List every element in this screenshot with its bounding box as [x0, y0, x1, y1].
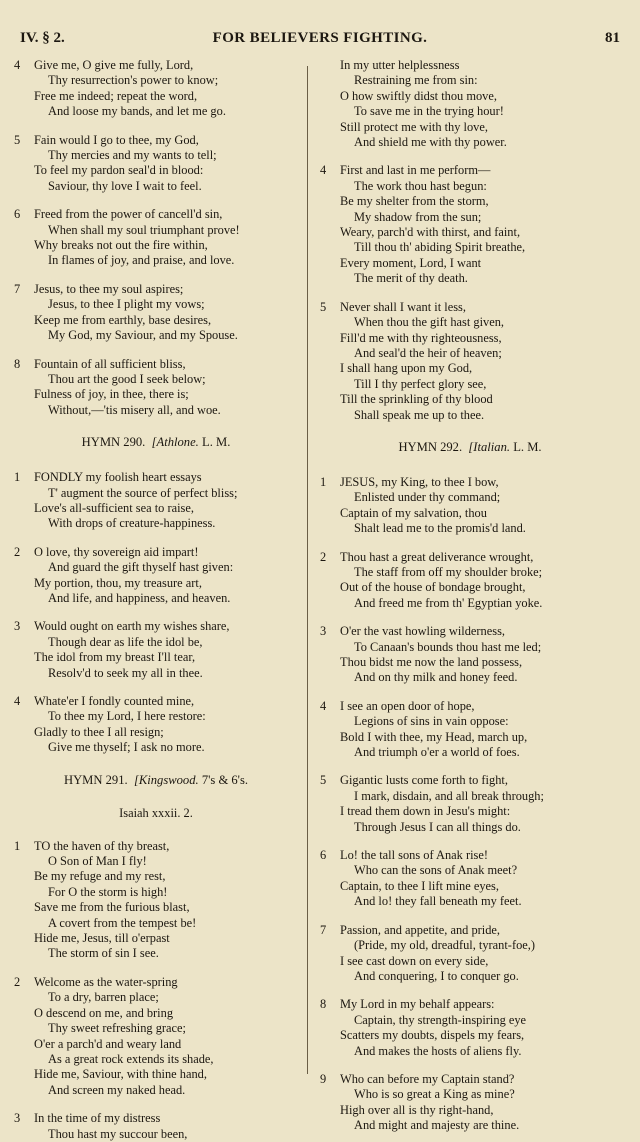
hymn-heading — [14, 435, 298, 450]
verse-line: Save me from the furious blast, — [34, 900, 190, 915]
verse-line: Jesus, to thee I plight my vows; — [48, 297, 205, 312]
verse-line: Weary, parch'd with thirst, and faint, — [340, 225, 521, 240]
stanza-number: 1 — [14, 838, 21, 853]
stanza — [320, 550, 620, 612]
verse-line: Whate'er I fondly counted mine, — [34, 694, 195, 708]
verse-line: Scatters my doubts, dispels my fears, — [340, 1028, 525, 1043]
verse-line: My God, my Saviour, and my Spouse. — [48, 328, 238, 343]
verse-line: To feel my pardon seal'd in blood: — [34, 163, 204, 178]
stanza — [320, 773, 620, 835]
stanza-number: 4 — [14, 58, 21, 72]
verse-line: Passion, and appetite, and pride, — [340, 922, 501, 937]
verse-line: Gladly to thee I all resign; — [34, 724, 164, 739]
stanza — [14, 357, 298, 419]
verse-line: Every moment, Lord, I want — [340, 255, 482, 270]
tune-name: [Kingswood. — [133, 772, 199, 787]
stanza — [14, 207, 298, 269]
meter: L. M. — [513, 439, 542, 454]
verse-line: For O the storm is high! — [48, 884, 168, 899]
stanza — [14, 133, 298, 195]
verse-line: And triumph o'er a world of foes. — [354, 745, 520, 760]
verse-line: And life, and happiness, and heaven. — [48, 590, 231, 605]
verse-line: Hide me, Jesus, till o'erpast — [34, 931, 170, 946]
verse-line: And shield me with thy power. — [354, 135, 507, 150]
verse-line: The idol from my breast I'll tear, — [34, 650, 196, 665]
stanza-number: 9 — [320, 1071, 327, 1086]
verse-line: Captain of my salvation, thou — [340, 505, 487, 520]
stanza-number: 6 — [320, 848, 327, 863]
verse-line: With drops of creature-happiness. — [48, 516, 216, 531]
verse-line: Thou art the good I seek below; — [48, 371, 206, 386]
stanza-number: 5 — [320, 299, 327, 314]
verse-line: And guard the gift thyself hast given: — [48, 560, 234, 575]
stanza — [14, 470, 298, 532]
scripture-reference: Isaiah xxxii. 2. — [119, 805, 193, 820]
stanza — [14, 58, 298, 120]
stanza-number: 7 — [320, 922, 327, 937]
verse-line: Never shall I want it less, — [340, 299, 466, 314]
verse-line: Shall speak me up to thee. — [354, 407, 485, 422]
verse-line: First and last in me perform— — [340, 163, 491, 178]
verse-line: Who can before my Captain stand? — [340, 1071, 515, 1086]
verse-line: A covert from the tempest be! — [48, 915, 197, 930]
page-number: 81 — [605, 30, 620, 46]
stanza — [320, 997, 620, 1059]
verse-line: Keep me from earthly, base desires, — [34, 312, 212, 327]
verse-line: Jesus, to thee my soul aspires; — [34, 281, 184, 296]
verse-line: Thou hast a great deliverance wrought, — [340, 549, 534, 564]
stanza-number: 6 — [14, 207, 21, 222]
verse-line: I see cast down on every side, — [340, 953, 489, 968]
verse-line: Captain, to thee I lift mine eyes, — [340, 878, 499, 893]
stanza-number: 3 — [14, 1111, 21, 1126]
verse-line: Till the sprinkling of thy blood — [340, 392, 493, 407]
meter: 7's & 6's. — [201, 772, 249, 787]
verse-line: Who can the sons of Anak meet? — [354, 863, 518, 878]
verse-line: My Lord in my behalf appears: — [340, 997, 495, 1012]
verse-line: Give me, O give me fully, Lord, — [34, 58, 194, 72]
stanza — [14, 619, 298, 681]
stanza — [14, 545, 298, 607]
verse-line: Why breaks not out the fire within, — [34, 238, 208, 253]
stanza-number: 1 — [14, 470, 21, 485]
verse-line: Shalt lead me to the promis'd land. — [354, 521, 526, 536]
stanza — [320, 475, 620, 537]
stanza-number: 2 — [320, 549, 327, 564]
verse-line: Be my refuge and my rest, — [34, 869, 166, 884]
stanza-number: 4 — [14, 694, 21, 708]
verse-line: Would ought on earth my wishes share, — [34, 619, 230, 634]
stanza — [14, 975, 298, 1098]
verse-line: When shall my soul triumphant prove! — [48, 222, 240, 237]
stanza-number: 4 — [320, 698, 327, 713]
verse-line: O love, thy sovereign aid impart! — [34, 544, 199, 559]
running-title: FOR BELIEVERS FIGHTING. — [212, 30, 428, 46]
verse-line: Through Jesus I can all things do. — [354, 819, 521, 834]
verse-line: Till I thy perfect glory see, — [354, 376, 487, 391]
section-marker: IV. § 2. — [20, 30, 65, 46]
verse-line: When thou the gift hast given, — [354, 315, 505, 330]
stanza — [320, 1072, 620, 1134]
stanza-number: 1 — [320, 474, 327, 489]
tune-name: [Italian. — [468, 439, 511, 454]
verse-line: Without,—'tis misery all, and woe. — [48, 402, 221, 417]
meter: L. M. — [202, 435, 231, 450]
right-column — [320, 58, 620, 1134]
verse-line: I mark, disdain, and all break through; — [354, 788, 544, 803]
verse-line: I tread them down in Jesu's might: — [340, 804, 511, 819]
verse-line: High over all is thy right-hand, — [340, 1102, 494, 1117]
verse-line: O'er a parch'd and weary land — [34, 1036, 182, 1051]
stanza-number: 8 — [320, 997, 327, 1012]
verse-line: O how swiftly didst thou move, — [340, 88, 497, 103]
verse-line: And conquering, I to conquer go. — [354, 968, 519, 983]
verse-line: Thy mercies and my wants to tell; — [48, 148, 217, 163]
verse-line: In the time of my distress — [34, 1111, 161, 1126]
stanza — [14, 1111, 298, 1142]
hymn-number: HYMN 290. — [81, 435, 146, 450]
column-divider — [307, 66, 308, 1074]
verse-line: Fountain of all sufficient bliss, — [34, 356, 186, 371]
stanza — [320, 923, 620, 985]
verse-line: As a great rock extends its shade, — [48, 1051, 214, 1066]
verse-line: And freed me from th' Egyptian yoke. — [354, 595, 543, 610]
stanza-number: 2 — [14, 974, 21, 989]
verse-line: Be my shelter from the storm, — [340, 194, 489, 209]
stanza — [320, 699, 620, 761]
verse-line: Welcome as the water-spring — [34, 974, 178, 989]
verse-line: Resolv'd to seek my all in thee. — [48, 665, 203, 680]
stanza-number: 5 — [14, 132, 21, 147]
verse-line: Still protect me with thy love, — [340, 119, 488, 134]
stanza — [320, 163, 620, 286]
verse-line: Though dear as life the idol be, — [48, 634, 203, 649]
verse-line: The storm of sin I see. — [48, 946, 159, 961]
verse-line: In my utter helplessness — [340, 58, 460, 72]
verse-line: Restraining me from sin: — [354, 73, 478, 88]
verse-line: O'er the vast howling wilderness, — [340, 624, 505, 639]
verse-line: Give me thyself; I ask no more. — [48, 740, 205, 755]
verse-line: Free me indeed; repeat the word, — [34, 88, 198, 103]
verse-line: Gigantic lusts come forth to fight, — [340, 773, 508, 788]
hymn-number: HYMN 292. — [398, 439, 463, 454]
verse-line: To Canaan's bounds thou hast me led; — [354, 639, 542, 654]
verse-line: The staff from off my shoulder broke; — [354, 564, 543, 579]
verse-line: TO the haven of thy breast, — [34, 838, 170, 853]
stanza-number: 4 — [320, 163, 327, 178]
verse-line: Freed from the power of cancell'd sin, — [34, 207, 223, 222]
stanza-number: 3 — [320, 624, 327, 639]
stanza-number: 2 — [14, 544, 21, 559]
verse-line: Fill'd me with thy righteousness, — [340, 330, 502, 345]
verse-line: Lo! the tall sons of Anak rise! — [340, 848, 488, 863]
verse-line: O descend on me, and bring — [34, 1005, 174, 1020]
verse-line: My shadow from the sun; — [354, 209, 482, 224]
stanza — [14, 694, 298, 756]
hymn-heading — [320, 440, 620, 455]
verse-line: And screen my naked head. — [48, 1082, 186, 1097]
verse-line: Hide me, Saviour, with thine hand, — [34, 1067, 207, 1082]
verse-line: Fain would I go to thee, my God, — [34, 132, 199, 147]
verse-line: And might and majesty are thine. — [354, 1118, 520, 1133]
verse-line: Fulness of joy, in thee, there is; — [34, 387, 189, 402]
verse-line: Saviour, thy love I wait to feel. — [48, 178, 202, 193]
page-header — [20, 30, 620, 52]
stanza — [320, 300, 620, 423]
verse-line: Thou bidst me now the land possess, — [340, 655, 523, 669]
verse-line: The work thou hast begun: — [354, 178, 487, 193]
stanza-number: 8 — [14, 356, 21, 371]
stanza — [320, 58, 620, 150]
stanza — [320, 624, 620, 686]
hymn-heading — [14, 773, 298, 788]
verse-line: To a dry, barren place; — [48, 990, 159, 1005]
verse-line: (Pride, my old, dreadful, tyrant-foe,) — [354, 938, 535, 953]
stanza-number: 7 — [14, 281, 21, 296]
verse-line: Out of the house of bondage brought, — [340, 580, 526, 595]
verse-line: My portion, thou, my treasure art, — [34, 575, 202, 590]
verse-line: I shall hang upon my God, — [340, 361, 473, 376]
verse-line: To thee my Lord, I here restore: — [48, 709, 206, 724]
tune-name: [Athlone. — [151, 435, 199, 450]
verse-line: The merit of thy death. — [354, 271, 468, 286]
verse-line: Bold I with thee, my Head, march up, — [340, 729, 528, 744]
verse-line: Thy resurrection's power to know; — [48, 73, 219, 88]
verse-line: T' augment the source of perfect bliss; — [48, 485, 238, 500]
verse-line: I see an open door of hope, — [340, 698, 475, 713]
verse-line: And loose my bands, and let me go. — [48, 104, 226, 119]
hymn-number: HYMN 291. — [63, 772, 128, 787]
verse-line: Legions of sins in vain oppose: — [354, 714, 509, 729]
verse-line: Captain, thy strength-inspiring eye — [354, 1012, 527, 1027]
stanza-number: 3 — [14, 619, 21, 634]
verse-line: JESUS, my King, to thee I bow, — [340, 474, 499, 489]
verse-line: Thy sweet refreshing grace; — [48, 1021, 186, 1036]
verse-line: O Son of Man I fly! — [48, 854, 147, 869]
stanza — [14, 839, 298, 962]
left-column — [14, 58, 298, 1142]
stanza-number: 5 — [320, 773, 327, 788]
stanza — [14, 282, 298, 344]
verse-line: FONDLY my foolish heart essays — [34, 470, 202, 485]
stanza — [320, 848, 620, 910]
verse-line: And on thy milk and honey feed. — [354, 670, 518, 685]
verse-line: And makes the hosts of aliens fly. — [354, 1043, 522, 1058]
verse-line: And seal'd the heir of heaven; — [354, 345, 502, 360]
verse-line: Thou hast my succour been, — [48, 1126, 188, 1141]
verse-line: In flames of joy, and praise, and love. — [48, 253, 235, 268]
verse-line: Love's all-sufficient sea to raise, — [34, 500, 194, 515]
verse-line: Till thou th' abiding Spirit breathe, — [354, 240, 526, 255]
verse-line: Who is so great a King as mine? — [354, 1087, 515, 1102]
verse-line: And lo! they fall beneath my feet. — [354, 894, 522, 909]
verse-line: Enlisted under thy command; — [354, 490, 501, 505]
verse-line: To save me in the trying hour! — [354, 104, 504, 119]
